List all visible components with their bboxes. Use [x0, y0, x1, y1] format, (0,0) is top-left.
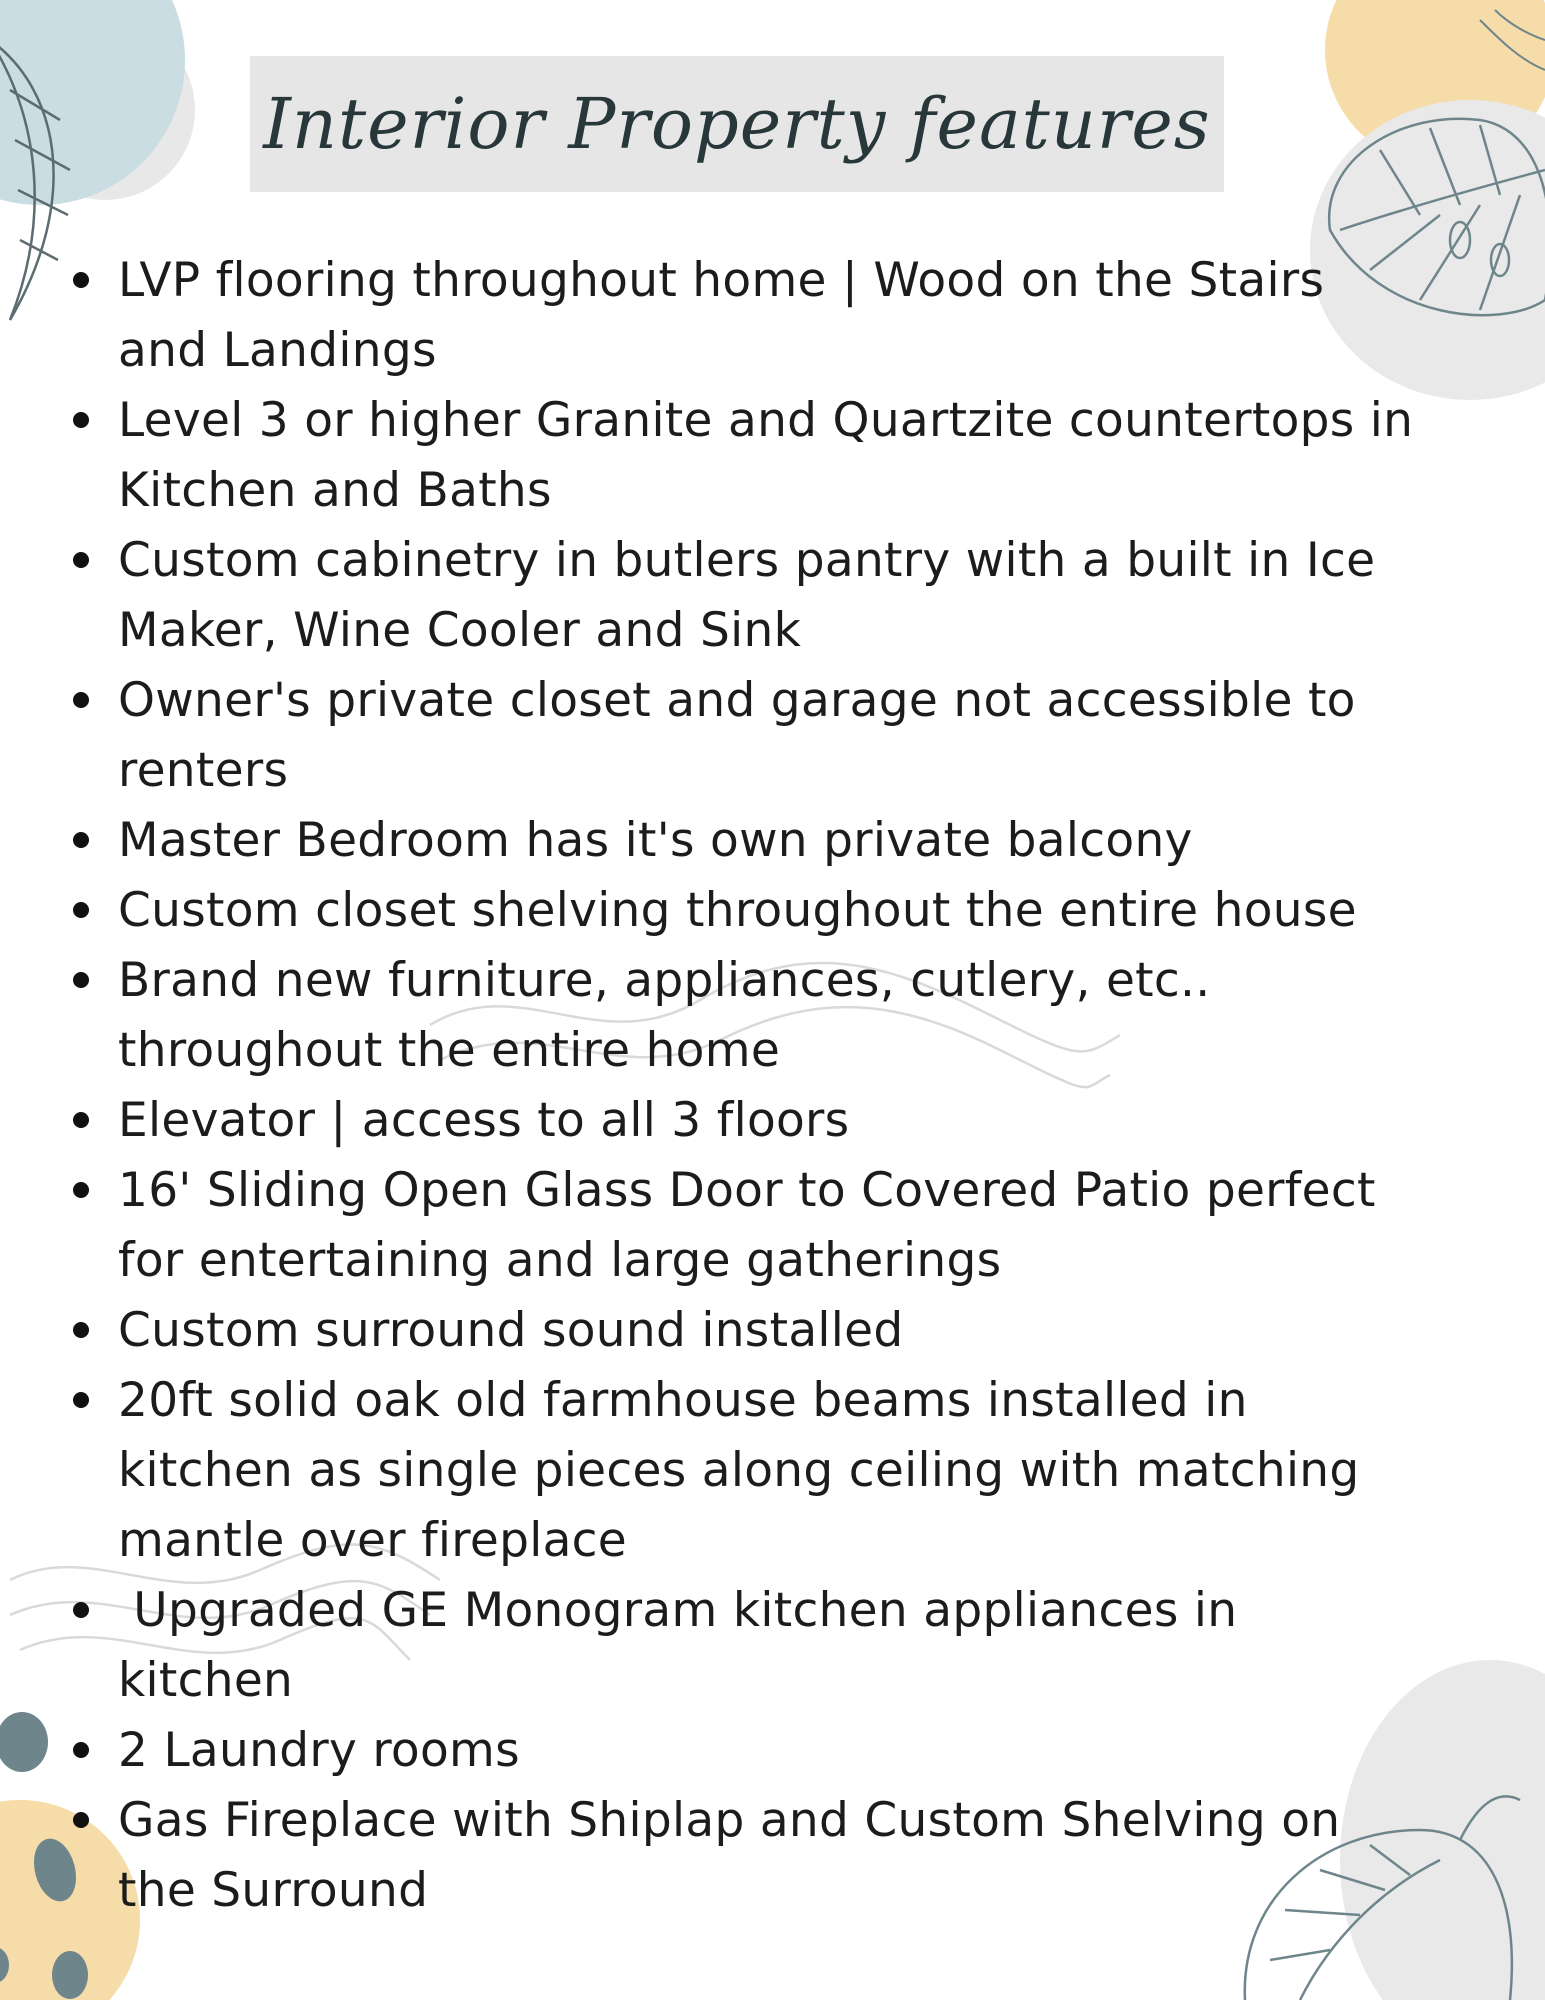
list-item-line: kitchen: [118, 1653, 294, 1708]
bullet-icon: [73, 972, 89, 988]
list-item: [118, 246, 1538, 386]
list-item-line: Owner's private closet and garage not accessible to: [118, 673, 1356, 728]
list-item: [118, 806, 1538, 876]
list-item-line: Level 3 or higher Granite and Quartzite countertops in: [118, 393, 1414, 448]
slate-dot: [0, 1712, 48, 1772]
list-item-line: and Landings: [118, 323, 437, 378]
list-item: [118, 386, 1538, 526]
list-item: [118, 1296, 1538, 1366]
list-item: [118, 526, 1538, 666]
bullet-icon: [73, 272, 89, 288]
bullet-icon: [73, 1602, 89, 1618]
bullet-icon: [73, 1322, 89, 1338]
list-item-line: renters: [118, 743, 289, 798]
list-item-line: Kitchen and Baths: [118, 463, 552, 518]
list-item-line: 2 Laundry rooms: [118, 1723, 520, 1778]
list-item-line: Maker, Wine Cooler and Sink: [118, 603, 802, 658]
list-item: [118, 946, 1538, 1086]
list-item-line: LVP flooring throughout home | Wood on the Stairs: [118, 253, 1325, 308]
list-item: [118, 1786, 1538, 1926]
list-item-line: Gas Fireplace with Shiplap and Custom Shelving on: [118, 1793, 1341, 1848]
bullet-icon: [73, 1392, 89, 1408]
list-item-line: Brand new furniture, appliances, cutlery, etc..: [118, 953, 1211, 1008]
title-banner: [250, 56, 1224, 192]
list-item: [118, 1086, 1538, 1156]
bullet-icon: [73, 552, 89, 568]
list-item-line: for entertaining and large gatherings: [118, 1233, 1002, 1288]
bullet-icon: [73, 1182, 89, 1198]
list-item-line: the Surround: [118, 1863, 429, 1918]
bullet-icon: [73, 902, 89, 918]
bullet-icon: [73, 692, 89, 708]
list-item-line: Master Bedroom has it's own private balcony: [118, 813, 1193, 868]
list-item: [118, 1156, 1538, 1296]
feature-list: [118, 246, 1538, 1926]
list-item-line: Custom surround sound installed: [118, 1303, 904, 1358]
list-item-line: kitchen as single pieces along ceiling with matching: [118, 1443, 1360, 1498]
list-item: [118, 1716, 1538, 1786]
bullet-icon: [73, 1112, 89, 1128]
list-item: [118, 666, 1538, 806]
slate-dot: [52, 1951, 88, 1999]
list-item-line: Custom closet shelving throughout the entire house: [118, 883, 1357, 938]
list-item: [118, 1576, 1538, 1716]
list-item-line: 20ft solid oak old farmhouse beams installed in: [118, 1373, 1248, 1428]
bullet-icon: [73, 832, 89, 848]
list-item-line: Custom cabinetry in butlers pantry with a built in Ice: [118, 533, 1376, 588]
bullet-icon: [73, 412, 89, 428]
list-item-line: Elevator | access to all 3 floors: [118, 1093, 850, 1148]
page-title: Interior Property features: [263, 83, 1211, 165]
list-item: [118, 1366, 1538, 1576]
list-item-line: 16' Sliding Open Glass Door to Covered Patio perfect: [118, 1163, 1376, 1218]
bullet-icon: [73, 1812, 89, 1828]
list-item-line: mantle over fireplace: [118, 1513, 628, 1568]
list-item-line: throughout the entire home: [118, 1023, 781, 1078]
list-item-line: Upgraded GE Monogram kitchen appliances in: [118, 1583, 1238, 1638]
list-item: [118, 876, 1538, 946]
bullet-icon: [73, 1742, 89, 1758]
